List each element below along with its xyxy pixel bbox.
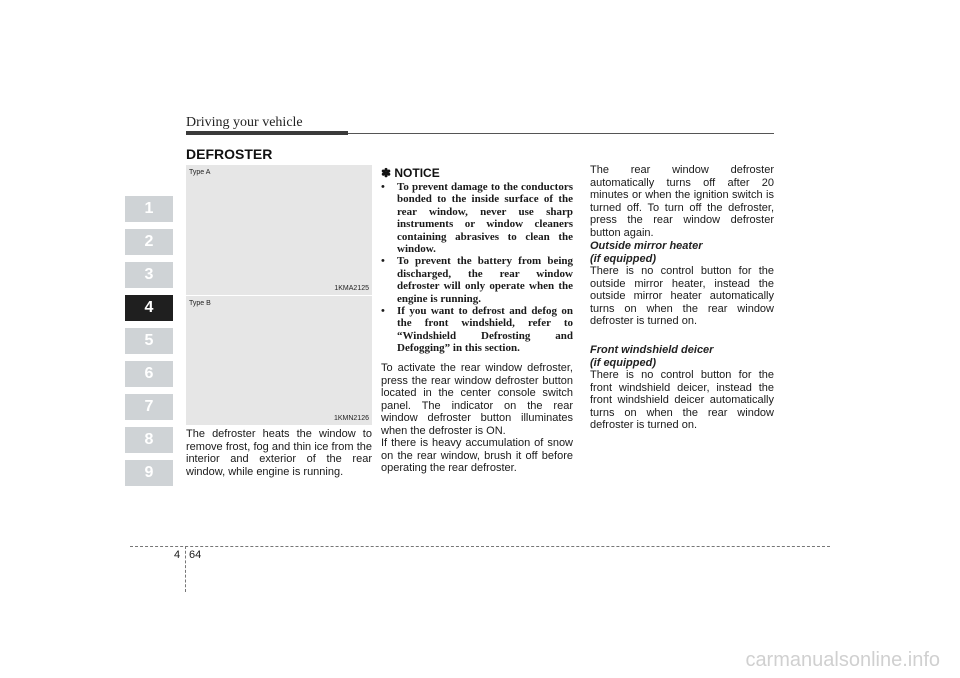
footer-rule xyxy=(130,546,830,547)
notice-item: • To prevent damage to the conductors bonded to the inside surface of the rear window, never use sharp instruments or window cleaners containing abrasives to clean the window. xyxy=(381,181,573,255)
auto-off-text: The rear window defroster automatically turns off after 20 minutes or when the ignition switch is turned off. To turn off the defroster, press the rear window defroster button again. xyxy=(590,164,774,239)
header-rule xyxy=(348,133,774,134)
section-title: DEFROSTER xyxy=(186,146,273,162)
snow-warning-text: If there is heavy accumulation of snow on the rear window, brush it off before operating the rear defroster. xyxy=(381,437,573,474)
footer-page-number: 64 xyxy=(189,549,202,561)
figure-a-code: 1KMA2125 xyxy=(334,285,369,292)
chapter-tab-5[interactable]: 5 xyxy=(125,328,173,354)
mirror-heater-equipped: (if equipped) xyxy=(590,252,656,265)
chapter-tab-7[interactable]: 7 xyxy=(125,394,173,420)
mirror-heater-heading: Outside mirror heater xyxy=(590,240,703,252)
chapter-tab-1[interactable]: 1 xyxy=(125,196,173,222)
chapter-tabs xyxy=(125,196,173,493)
deicer-text: There is no control button for the front windshield deicer, instead the front windshield deicer automatically turns on when the rear window defroster is turned on. xyxy=(590,369,774,431)
chapter-tab-8[interactable]: 8 xyxy=(125,427,173,453)
figure-b-code: 1KMN2126 xyxy=(333,415,369,422)
figure-b-label: Type B xyxy=(189,300,211,307)
mirror-heater-text: There is no control button for the outside mirror heater, instead the outside mirror heater automatically turns on when the rear window defroster is turned on. xyxy=(590,265,774,327)
figure-type-b xyxy=(186,296,372,425)
deicer-heading: Front windshield deicer xyxy=(590,344,714,356)
chapter-tab-3[interactable]: 3 xyxy=(125,262,173,288)
watermark: carmanualsonline.info xyxy=(745,649,940,671)
notice-item: • If you want to defrost and defog on the front windshield, refer to “Windshield Defrosting and Defogging” in this section. xyxy=(381,305,573,355)
notice-list xyxy=(381,181,573,355)
deicer-equipped: (if equipped) xyxy=(590,356,656,369)
footer-divider xyxy=(185,546,186,592)
chapter-tab-9[interactable]: 9 xyxy=(125,460,173,486)
chapter-tab-6[interactable]: 6 xyxy=(125,361,173,387)
mirror-heater-block xyxy=(590,240,774,328)
figure-a-label: Type A xyxy=(189,169,211,176)
defroster-intro-text: The defroster heats the window to remove frost, fog and thin ice from the interior and exterior of the rear window, while engine is running. xyxy=(186,428,372,478)
chapter-tab-4[interactable]: 4 xyxy=(125,295,173,321)
notice-item: • To prevent the battery from being discharged, the rear window defroster will only operate when the engine is running. xyxy=(381,255,573,305)
notice-title: ✽ NOTICE xyxy=(381,166,440,180)
figure-type-a xyxy=(186,165,372,295)
auto-off-block xyxy=(590,164,774,239)
deicer-block xyxy=(590,344,774,432)
notice-box xyxy=(381,166,573,355)
header-rule-dark xyxy=(186,131,348,135)
footer-chapter-number: 4 xyxy=(174,549,181,561)
running-header: Driving your vehicle xyxy=(186,115,303,130)
chapter-tab-2[interactable]: 2 xyxy=(125,229,173,255)
activate-defroster-text: To activate the rear window defroster, press the rear window defroster button located in the center console switch panel. The indicator on the rear window defroster button illuminates when the defroster is ON. xyxy=(381,362,573,437)
